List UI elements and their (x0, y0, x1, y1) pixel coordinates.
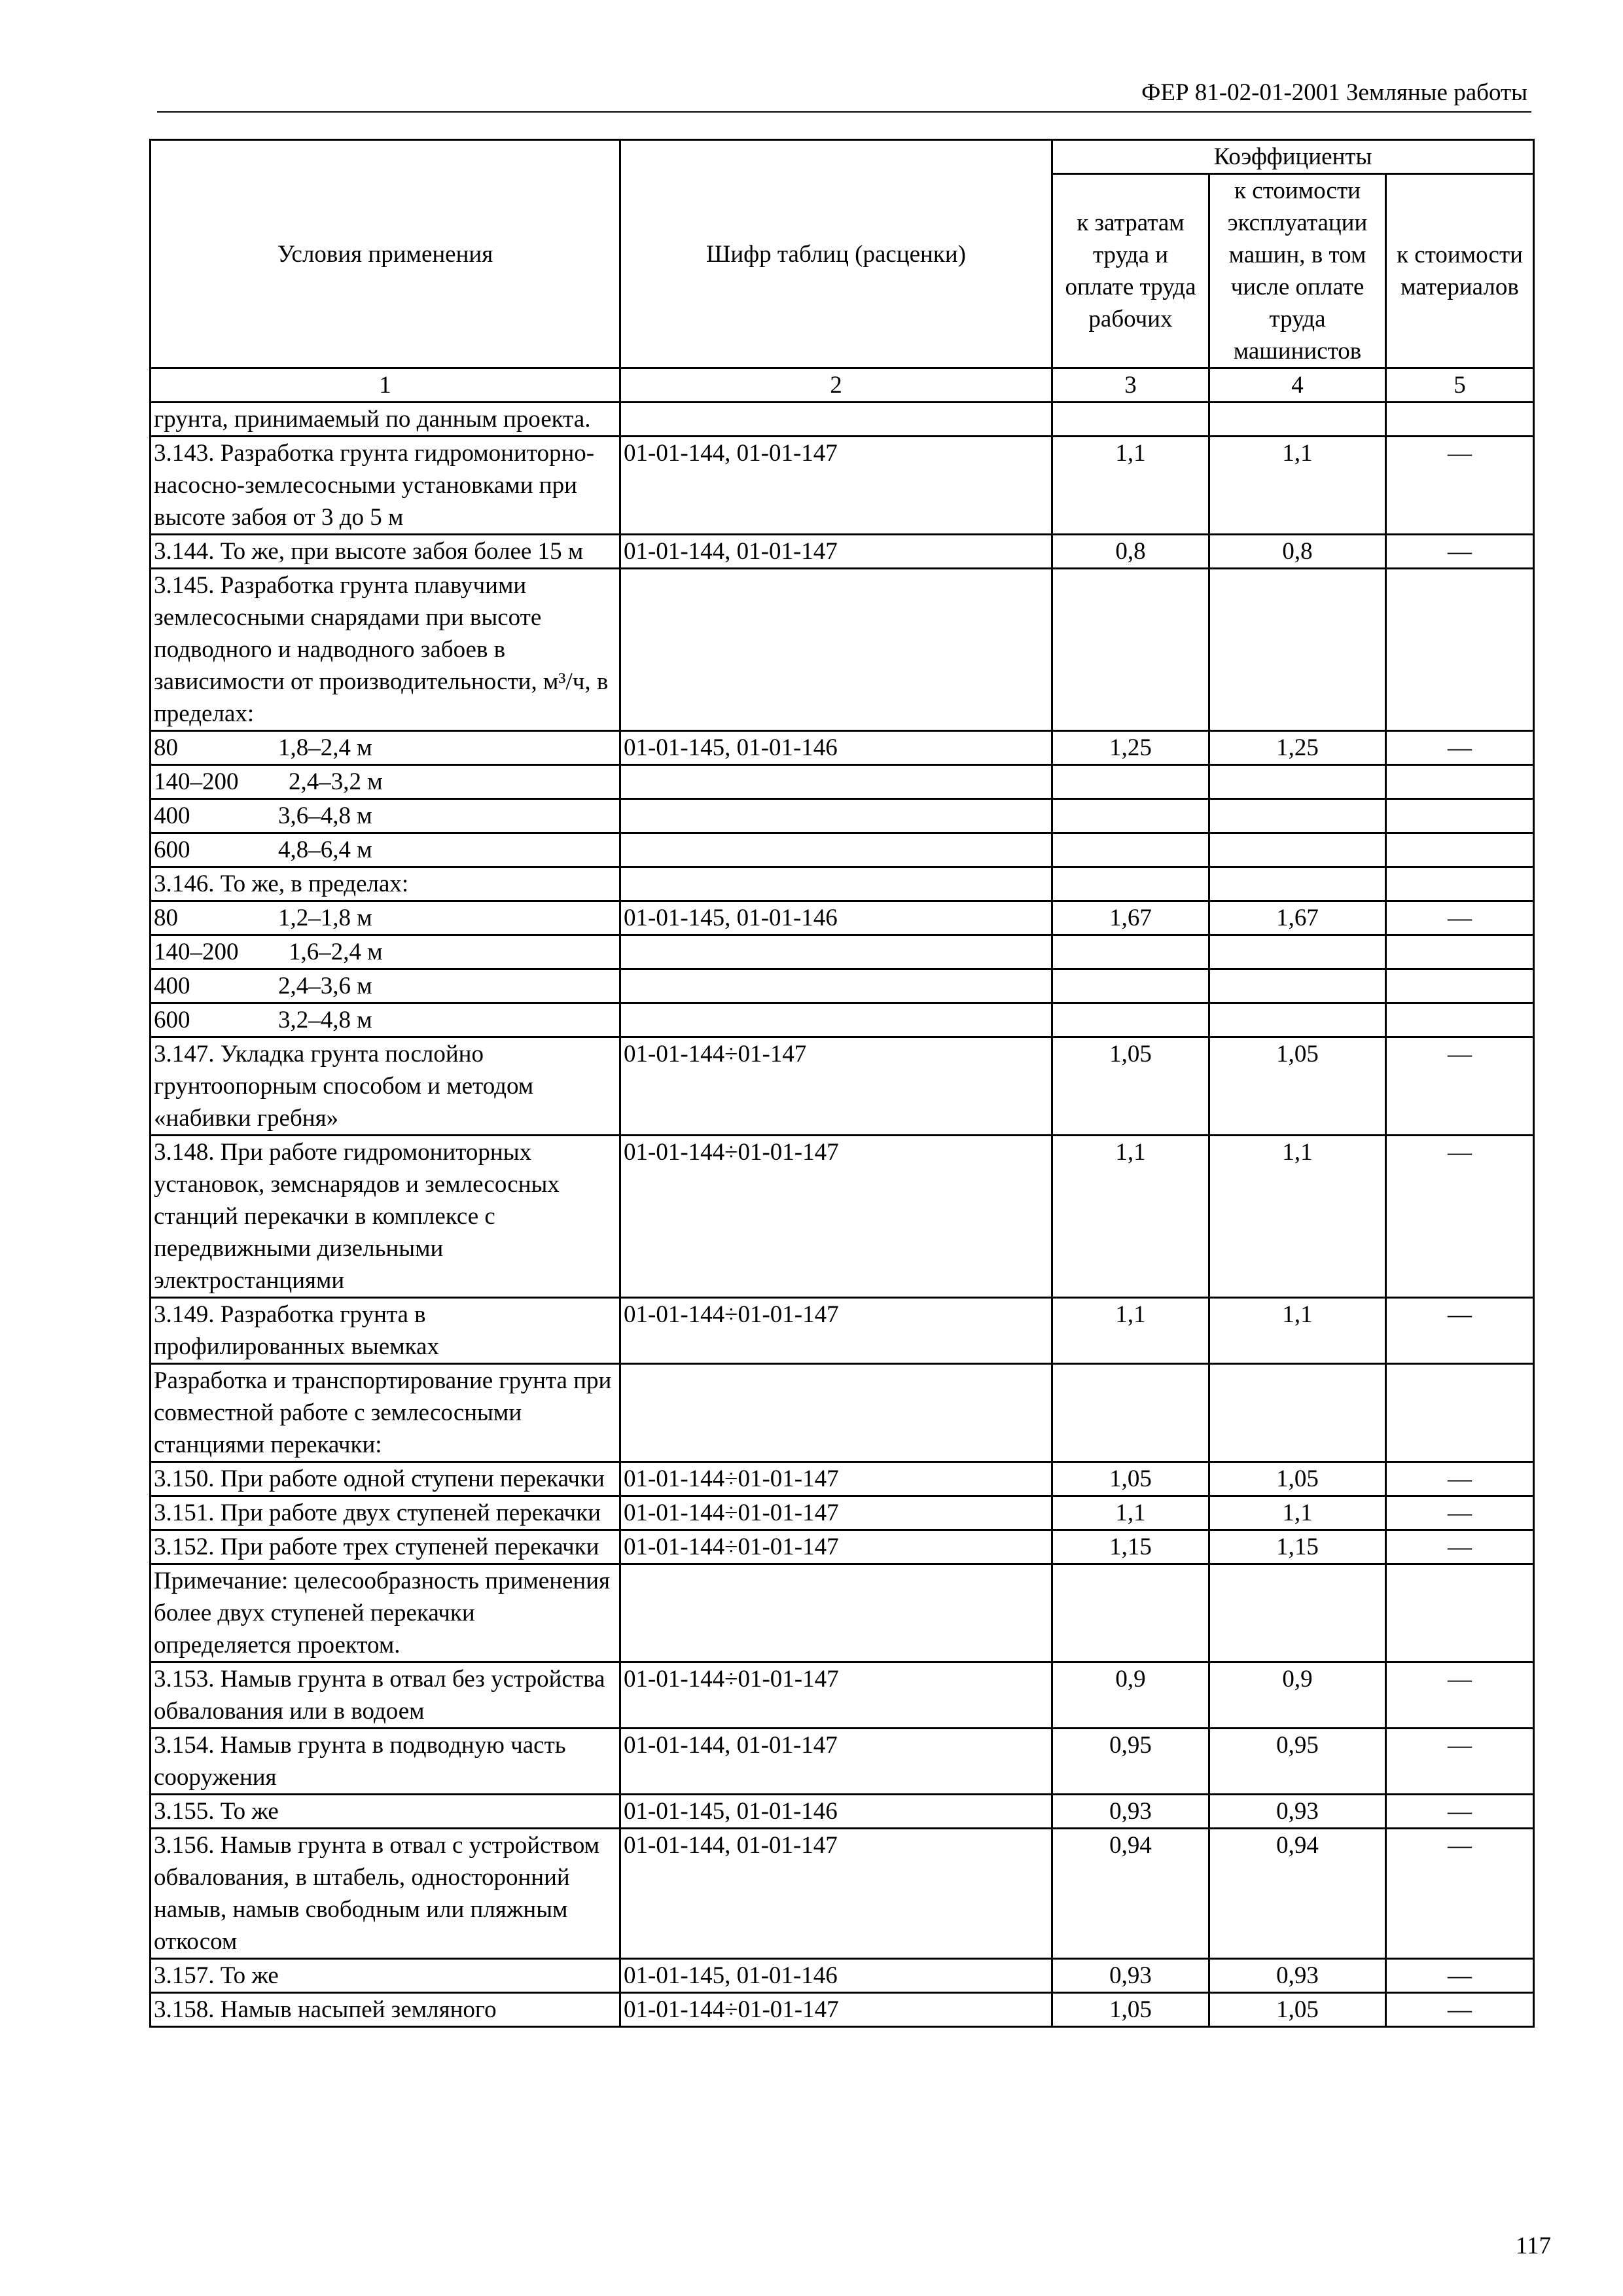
code-cell (620, 1364, 1052, 1462)
condition-cell: 3.152. При работе трех ступеней перекачки (151, 1530, 620, 1564)
table-row (151, 799, 1534, 833)
condition-cell: 3.157. То же (151, 1959, 620, 1993)
table-row (151, 867, 1534, 901)
column-number: 3 (1052, 368, 1209, 403)
header-labor: к затратам труда и оплате труда рабочих (1052, 174, 1209, 368)
labor-coefficient: 1,05 (1052, 1037, 1209, 1136)
material-coefficient: — (1386, 1829, 1534, 1959)
machine-coefficient: 1,1 (1209, 1496, 1386, 1530)
material-coefficient (1386, 935, 1534, 969)
machine-coefficient: 1,05 (1209, 1462, 1386, 1496)
code-cell: 01-01-145, 01-01-146 (620, 1959, 1052, 1993)
labor-coefficient: 0,95 (1052, 1729, 1209, 1795)
running-header (157, 73, 1531, 113)
productivity-value: 600 (154, 836, 190, 863)
machine-coefficient (1209, 867, 1386, 901)
condition-cell: 3.156. Намыв грунта в отвал с устройством обвалования, в штабель, односторонний намыв, намыв свободным или пляжным откосом (151, 1829, 620, 1959)
machine-coefficient (1209, 935, 1386, 969)
condition-cell: 3.151. При работе двух ступеней перекачки (151, 1496, 620, 1530)
labor-coefficient (1052, 765, 1209, 799)
face-height-range: 1,2–1,8 м (278, 905, 372, 931)
page-number: 117 (1515, 2233, 1551, 2259)
table-row (151, 1037, 1534, 1136)
code-cell (620, 403, 1052, 437)
labor-coefficient (1052, 969, 1209, 1003)
labor-coefficient (1052, 1564, 1209, 1662)
condition-cell: 3.153. Намыв грунта в отвал без устройства обвалования или в водоем (151, 1662, 620, 1729)
productivity-value: 80 (154, 905, 178, 931)
machine-coefficient: 0,8 (1209, 535, 1386, 569)
material-coefficient (1386, 1364, 1534, 1462)
material-coefficient: — (1386, 1136, 1534, 1298)
material-coefficient (1386, 1564, 1534, 1662)
table-row (151, 403, 1534, 437)
material-coefficient: — (1386, 1462, 1534, 1496)
labor-coefficient (1052, 935, 1209, 969)
table-row (151, 1364, 1534, 1462)
machine-coefficient: 0,95 (1209, 1729, 1386, 1795)
material-coefficient (1386, 569, 1534, 731)
table-row (151, 1530, 1534, 1564)
table-row (151, 833, 1534, 867)
machine-coefficient: 0,94 (1209, 1829, 1386, 1959)
machine-coefficient: 1,15 (1209, 1530, 1386, 1564)
productivity-range (154, 970, 616, 1002)
labor-coefficient: 1,05 (1052, 1993, 1209, 2027)
condition-cell (151, 935, 620, 969)
table-row (151, 1795, 1534, 1829)
material-coefficient: — (1386, 1959, 1534, 1993)
machine-coefficient: 1,1 (1209, 1298, 1386, 1364)
code-cell: 01-01-144÷01-147 (620, 1037, 1052, 1136)
productivity-range (154, 902, 616, 934)
condition-cell: 3.146. То же, в пределах: (151, 867, 620, 901)
table-row (151, 1662, 1534, 1729)
code-cell: 01-01-144÷01-01-147 (620, 1496, 1052, 1530)
code-cell (620, 799, 1052, 833)
condition-cell: 3.145. Разработка грунта плавучими землесосными снарядами при высоте подводного и надводного забоев в зависимости от производительности, м³/ч, в пределах: (151, 569, 620, 731)
labor-coefficient: 0,93 (1052, 1959, 1209, 1993)
labor-coefficient (1052, 833, 1209, 867)
material-coefficient (1386, 799, 1534, 833)
labor-coefficient: 1,25 (1052, 731, 1209, 765)
productivity-range (154, 766, 616, 798)
labor-coefficient: 1,1 (1052, 1136, 1209, 1298)
table-row (151, 1564, 1534, 1662)
material-coefficient: — (1386, 1496, 1534, 1530)
code-cell (620, 969, 1052, 1003)
condition-cell: Примечание: целесообразность применения более двух ступеней перекачки определяется проектом. (151, 1564, 620, 1662)
code-cell (620, 1564, 1052, 1662)
labor-coefficient (1052, 1364, 1209, 1462)
material-coefficient (1386, 1003, 1534, 1037)
code-cell: 01-01-144, 01-01-147 (620, 535, 1052, 569)
productivity-range (154, 800, 616, 832)
code-cell: 01-01-144÷01-01-147 (620, 1993, 1052, 2027)
table-row (151, 569, 1534, 731)
material-coefficient (1386, 833, 1534, 867)
table-row (151, 1829, 1534, 1959)
condition-cell: 3.143. Разработка грунта гидромониторно-насосно-землесосными установками при высоте забоя от 3 до 5 м (151, 437, 620, 535)
code-cell (620, 833, 1052, 867)
labor-coefficient: 1,05 (1052, 1462, 1209, 1496)
machine-coefficient: 1,25 (1209, 731, 1386, 765)
table-row (151, 1462, 1534, 1496)
coefficients-table (149, 139, 1535, 2028)
labor-coefficient: 0,93 (1052, 1795, 1209, 1829)
material-coefficient (1386, 969, 1534, 1003)
face-height-range: 3,6–4,8 м (278, 802, 372, 829)
code-cell (620, 867, 1052, 901)
productivity-range (154, 936, 616, 968)
material-coefficient (1386, 765, 1534, 799)
material-coefficient: — (1386, 1662, 1534, 1729)
table-row (151, 935, 1534, 969)
header-code: Шифр таблиц (расценки) (620, 140, 1052, 368)
code-cell: 01-01-145, 01-01-146 (620, 1795, 1052, 1829)
material-coefficient (1386, 403, 1534, 437)
material-coefficient: — (1386, 535, 1534, 569)
code-cell (620, 569, 1052, 731)
table-row (151, 1003, 1534, 1037)
machine-coefficient (1209, 969, 1386, 1003)
code-cell: 01-01-145, 01-01-146 (620, 731, 1052, 765)
face-height-range: 1,6–2,4 м (289, 939, 383, 965)
material-coefficient: — (1386, 1037, 1534, 1136)
code-cell (620, 765, 1052, 799)
condition-cell (151, 765, 620, 799)
condition-cell: 3.147. Укладка грунта послойно грунтоопорным способом и методом «набивки гребня» (151, 1037, 620, 1136)
column-number: 2 (620, 368, 1052, 403)
machine-coefficient (1209, 765, 1386, 799)
header-machines: к стоимости эксплуатации машин, в том числе оплате труда машинистов (1209, 174, 1386, 368)
condition-cell: 3.148. При работе гидромониторных установок, земснарядов и землесосных станций перекачки в комплексе с передвижными дизельными электростанциями (151, 1136, 620, 1298)
table-row (151, 969, 1534, 1003)
column-number: 4 (1209, 368, 1386, 403)
header-coefficients: Коэффициенты (1052, 140, 1534, 174)
table-row (151, 1993, 1534, 2027)
condition-cell (151, 1003, 620, 1037)
table-row (151, 731, 1534, 765)
header-materials: к стоимости материалов (1386, 174, 1534, 368)
code-cell: 01-01-144÷01-01-147 (620, 1462, 1052, 1496)
machine-coefficient: 1,05 (1209, 1993, 1386, 2027)
code-cell: 01-01-144, 01-01-147 (620, 1829, 1052, 1959)
material-coefficient: — (1386, 1530, 1534, 1564)
labor-coefficient: 1,1 (1052, 1298, 1209, 1364)
condition-cell (151, 969, 620, 1003)
productivity-range (154, 732, 616, 764)
face-height-range: 3,2–4,8 м (278, 1007, 372, 1033)
table-row (151, 1136, 1534, 1298)
table-row (151, 437, 1534, 535)
productivity-range (154, 834, 616, 866)
condition-cell: 3.149. Разработка грунта в профилированных выемках (151, 1298, 620, 1364)
labor-coefficient: 0,8 (1052, 535, 1209, 569)
machine-coefficient: 1,67 (1209, 901, 1386, 935)
labor-coefficient: 1,1 (1052, 437, 1209, 535)
machine-coefficient (1209, 1003, 1386, 1037)
labor-coefficient (1052, 569, 1209, 731)
column-number: 5 (1386, 368, 1534, 403)
machine-coefficient (1209, 403, 1386, 437)
code-cell: 01-01-144÷01-01-147 (620, 1662, 1052, 1729)
productivity-value: 400 (154, 973, 190, 999)
table-row (151, 1729, 1534, 1795)
machine-coefficient (1209, 569, 1386, 731)
machine-coefficient: 0,9 (1209, 1662, 1386, 1729)
material-coefficient: — (1386, 731, 1534, 765)
labor-coefficient (1052, 1003, 1209, 1037)
face-height-range: 1,8–2,4 м (278, 734, 372, 761)
code-cell: 01-01-145, 01-01-146 (620, 901, 1052, 935)
face-height-range: 4,8–6,4 м (278, 836, 372, 863)
condition-cell: Разработка и транспортирование грунта при совместной работе с землесосными станциями перекачки: (151, 1364, 620, 1462)
table-row (151, 1496, 1534, 1530)
code-cell: 01-01-144, 01-01-147 (620, 437, 1052, 535)
condition-cell: грунта, принимаемый по данным проекта. (151, 403, 620, 437)
code-cell: 01-01-144÷01-01-147 (620, 1530, 1052, 1564)
material-coefficient: — (1386, 1993, 1534, 2027)
material-coefficient (1386, 867, 1534, 901)
machine-coefficient: 0,93 (1209, 1959, 1386, 1993)
condition-cell (151, 731, 620, 765)
condition-cell: 3.158. Намыв насыпей земляного (151, 1993, 620, 2027)
productivity-value: 140–200 (154, 939, 239, 965)
productivity-value: 600 (154, 1007, 190, 1033)
productivity-value: 400 (154, 802, 190, 829)
productivity-value: 80 (154, 734, 178, 761)
condition-cell: 3.155. То же (151, 1795, 620, 1829)
code-cell (620, 1003, 1052, 1037)
condition-cell (151, 799, 620, 833)
machine-coefficient: 0,93 (1209, 1795, 1386, 1829)
face-height-range: 2,4–3,2 м (289, 768, 383, 795)
machine-coefficient: 1,05 (1209, 1037, 1386, 1136)
labor-coefficient: 1,1 (1052, 1496, 1209, 1530)
machine-coefficient (1209, 833, 1386, 867)
column-number: 1 (151, 368, 620, 403)
condition-cell: 3.150. При работе одной ступени перекачки (151, 1462, 620, 1496)
table-row (151, 765, 1534, 799)
condition-cell: 3.154. Намыв грунта в подводную часть сооружения (151, 1729, 620, 1795)
material-coefficient: — (1386, 1795, 1534, 1829)
condition-cell: 3.144. То же, при высоте забоя более 15 м (151, 535, 620, 569)
table-row (151, 1959, 1534, 1993)
machine-coefficient: 1,1 (1209, 437, 1386, 535)
code-cell: 01-01-144, 01-01-147 (620, 1729, 1052, 1795)
machine-coefficient: 1,1 (1209, 1136, 1386, 1298)
header-conditions: Условия применения (151, 140, 620, 368)
labor-coefficient (1052, 799, 1209, 833)
condition-cell (151, 833, 620, 867)
productivity-value: 140–200 (154, 768, 239, 795)
machine-coefficient (1209, 1364, 1386, 1462)
table-row (151, 535, 1534, 569)
machine-coefficient (1209, 799, 1386, 833)
material-coefficient: — (1386, 1298, 1534, 1364)
material-coefficient: — (1386, 1729, 1534, 1795)
productivity-range (154, 1004, 616, 1036)
condition-cell (151, 901, 620, 935)
machine-coefficient (1209, 1564, 1386, 1662)
labor-coefficient: 0,94 (1052, 1829, 1209, 1959)
face-height-range: 2,4–3,6 м (278, 973, 372, 999)
material-coefficient: — (1386, 437, 1534, 535)
code-cell (620, 935, 1052, 969)
table-row (151, 901, 1534, 935)
labor-coefficient: 0,9 (1052, 1662, 1209, 1729)
code-cell: 01-01-144÷01-01-147 (620, 1136, 1052, 1298)
document-title: ФЕР 81-02-01-2001 Земляные работы (1141, 79, 1527, 106)
material-coefficient: — (1386, 901, 1534, 935)
labor-coefficient (1052, 403, 1209, 437)
labor-coefficient: 1,67 (1052, 901, 1209, 935)
labor-coefficient: 1,15 (1052, 1530, 1209, 1564)
table-row (151, 1298, 1534, 1364)
labor-coefficient (1052, 867, 1209, 901)
table-body (151, 403, 1534, 2027)
code-cell: 01-01-144÷01-01-147 (620, 1298, 1052, 1364)
